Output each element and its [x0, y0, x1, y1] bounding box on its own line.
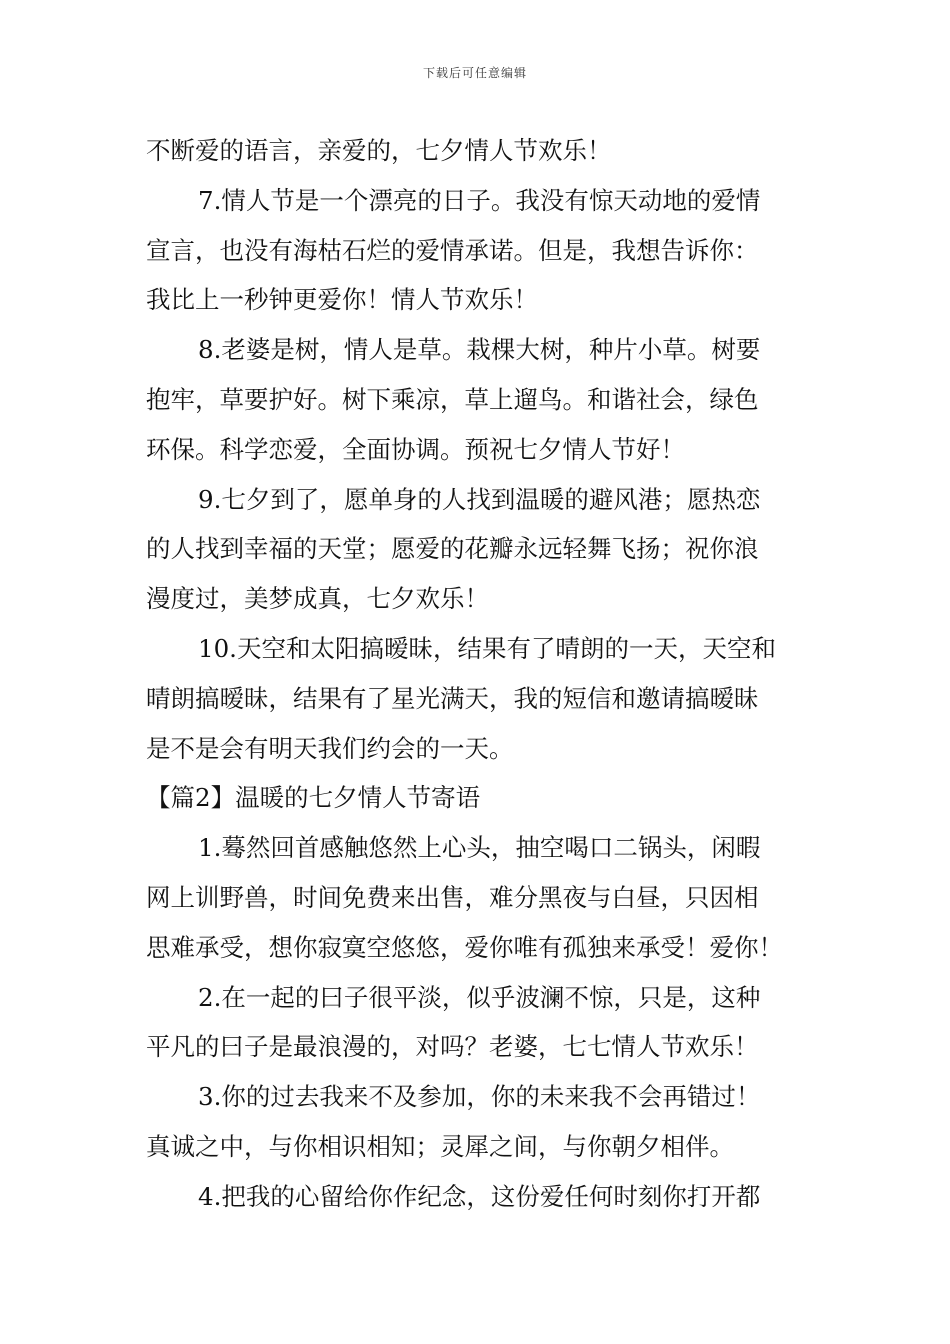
text-line: 晴朗搞暧昧，结果有了星光满天，我的短信和邀请搞暧昧 — [146, 683, 759, 713]
section-heading: 【篇2】温暖的七夕情人节寄语 — [146, 783, 481, 813]
text-line: 环保。科学恋爱，全面协调。预祝七夕情人节好！ — [146, 434, 685, 464]
text-line: 8.老婆是树，情人是草。栽棵大树，种片小草。树要 — [198, 335, 761, 365]
text-line: 10.天空和太阳搞暧昧，结果有了晴朗的一天，天空和 — [198, 633, 776, 663]
text-line: 是不是会有明天我们约会的一天。 — [146, 733, 514, 763]
text-line: 的人找到幸福的天堂；愿爱的花瓣永远轻舞飞扬；祝你浪 — [146, 534, 759, 564]
text-line: 真诚之中，与你相识相知；灵犀之间，与你朝夕相伴。 — [146, 1131, 734, 1161]
text-line: 9.七夕到了，愿单身的人找到温暖的避风港；愿热恋 — [198, 484, 761, 514]
text-line: 平凡的曰子是最浪漫的，对吗？老婆，七七情人节欢乐！ — [146, 1032, 759, 1062]
text-line: 1.蓦然回首感触悠然上心头，抽空喝口二锅头，闲暇 — [198, 833, 761, 863]
text-line: 我比上一秒钟更爱你！情人节欢乐！ — [146, 285, 538, 315]
text-line: 7.情人节是一个漂亮的日子。我没有惊天动地的爱情 — [198, 185, 761, 215]
text-line: 漫度过，美梦成真，七夕欢乐！ — [146, 584, 489, 614]
page-header-note: 下载后可任意编辑 — [422, 66, 527, 80]
document-body — [146, 126, 808, 1222]
text-line: 3.你的过去我来不及参加，你的未来我不会再错过！ — [198, 1082, 761, 1112]
text-line: 4.把我的心留给你作纪念，这份爱任何时刻你打开都 — [198, 1181, 761, 1211]
text-line: 抱牢，草要护好。树下乘凉，草上遛鸟。和谐社会，绿色 — [146, 384, 759, 414]
text-line: 思难承受，想你寂寞空悠悠，爱你唯有孤独来承受！爱你！ — [146, 932, 783, 962]
text-line: 网上训野兽，时间免费来出售，难分黑夜与白昼，只因相 — [146, 882, 759, 912]
text-line: 2.在一起的曰子很平淡，似乎波澜不惊，只是，这种 — [198, 982, 761, 1012]
text-line: 宣言，也没有海枯石烂的爱情承诺。但是，我想告诉你： — [146, 235, 759, 265]
text-line: 不断爱的语言，亲爱的，七夕情人节欢乐！ — [146, 136, 612, 165]
